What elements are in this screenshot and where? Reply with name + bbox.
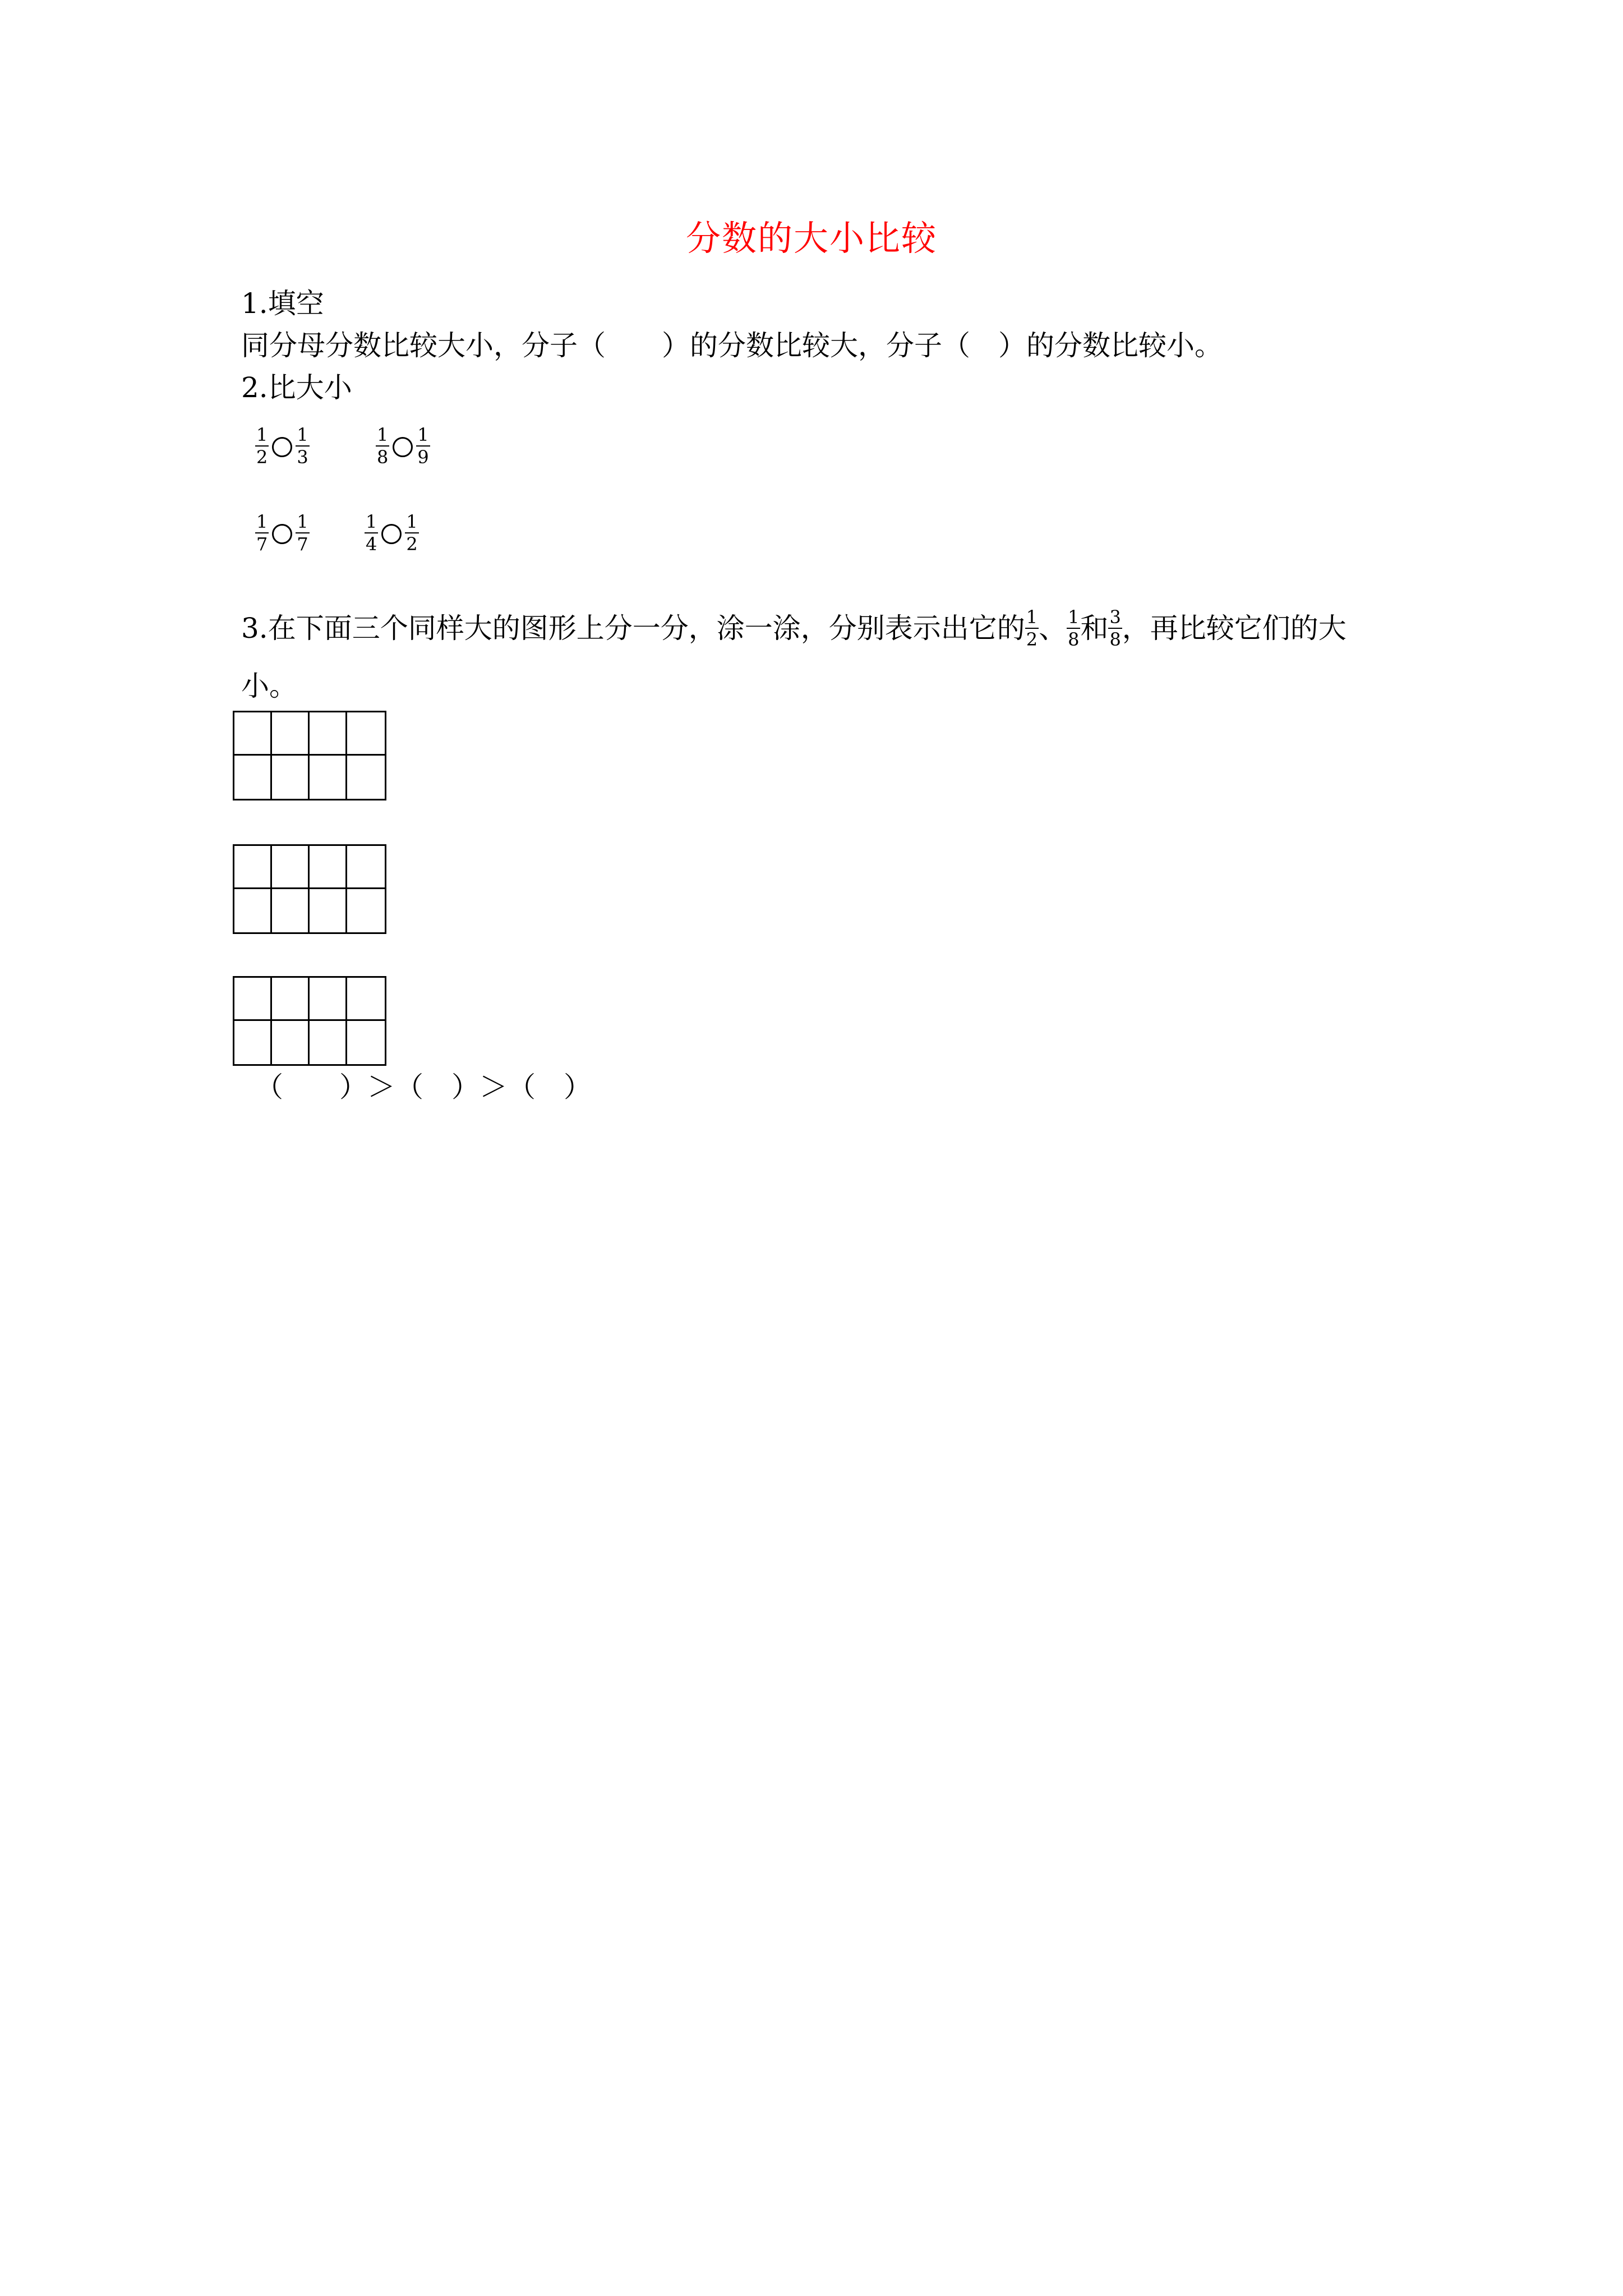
compare-item-4 xyxy=(365,513,419,557)
fraction-right: $\frac{1}{7}$ xyxy=(297,511,308,555)
grid-cell[interactable] xyxy=(272,712,310,756)
grid-cell[interactable] xyxy=(347,978,385,1021)
grid-cell[interactable] xyxy=(347,756,385,799)
grid-cell[interactable] xyxy=(234,1021,272,1064)
fraction-right: $\frac{1}{2}$ xyxy=(406,511,418,555)
shading-grid-3[interactable] xyxy=(233,976,386,1066)
grid-cell[interactable] xyxy=(272,1021,310,1064)
grid-cell[interactable] xyxy=(347,889,385,932)
question-1-heading: 1.填空 xyxy=(241,287,324,320)
grid-cell[interactable] xyxy=(310,846,347,889)
shading-grid-1[interactable] xyxy=(233,711,386,800)
fraction-left: $\frac{1}{4}$ xyxy=(366,511,377,555)
question-3-text-after: ，再比较它们的大 xyxy=(1122,612,1347,645)
grid-cell[interactable] xyxy=(272,846,310,889)
fraction-left: $\frac{1}{2}$ xyxy=(256,424,268,468)
grid-cell[interactable] xyxy=(234,712,272,756)
question-3-text-before: 3.在下面三个同样大的图形上分一分，涂一涂，分别表示出它的 xyxy=(241,612,1025,645)
answer-ordering-line[interactable]: （ ）＞（ ）＞（ ） xyxy=(255,1071,592,1103)
question-2-heading: 2.比大小 xyxy=(241,371,352,404)
grid-cell[interactable] xyxy=(234,889,272,932)
fraction-left: $\frac{1}{7}$ xyxy=(256,511,268,555)
grid-cell[interactable] xyxy=(310,756,347,799)
page-title: 分数的大小比较 xyxy=(685,218,937,259)
grid-cell[interactable] xyxy=(347,846,385,889)
grid-cell[interactable] xyxy=(272,978,310,1021)
question-1-text: 同分母分数比较大小，分子（ ）的分数比较大，分子（ ）的分数比较小。 xyxy=(241,329,1223,362)
grid-cell[interactable] xyxy=(272,889,310,932)
compare-circle[interactable] xyxy=(393,437,413,457)
compare-circle[interactable] xyxy=(272,437,292,457)
shading-grid-2[interactable] xyxy=(233,844,386,934)
fraction-three-eighths: $\frac{3}{8}$ xyxy=(1109,606,1121,650)
compare-circle[interactable] xyxy=(381,524,402,544)
fraction-left: $\frac{1}{8}$ xyxy=(377,424,389,468)
compare-circle[interactable] xyxy=(272,524,292,544)
grid-cell[interactable] xyxy=(310,889,347,932)
grid-cell[interactable] xyxy=(234,846,272,889)
grid-cell[interactable] xyxy=(272,756,310,799)
grid-cell[interactable] xyxy=(310,1021,347,1064)
grid-cell[interactable] xyxy=(310,978,347,1021)
grid-cell[interactable] xyxy=(234,756,272,799)
question-3-text-line2: 小。 xyxy=(241,670,297,702)
compare-item-3 xyxy=(255,513,310,557)
grid-cell[interactable] xyxy=(310,712,347,756)
compare-item-2 xyxy=(376,426,430,470)
question-3-text: 3.在下面三个同样大的图形上分一分，涂一涂，分别表示出它的 $\frac{1}{2}$ 、 $\frac{1}{8}$ 和 $\frac{3}{8}$ ，再比较它们的大 xyxy=(241,606,1347,650)
grid-cell[interactable] xyxy=(347,712,385,756)
fraction-one-half: $\frac{1}{2}$ xyxy=(1026,606,1038,650)
fraction-right: $\frac{1}{3}$ xyxy=(297,424,308,468)
fraction-one-eighth: $\frac{1}{8}$ xyxy=(1068,606,1080,650)
grid-cell[interactable] xyxy=(234,978,272,1021)
grid-cell[interactable] xyxy=(347,1021,385,1064)
fraction-right: $\frac{1}{9}$ xyxy=(417,424,429,468)
compare-item-1 xyxy=(255,426,310,470)
